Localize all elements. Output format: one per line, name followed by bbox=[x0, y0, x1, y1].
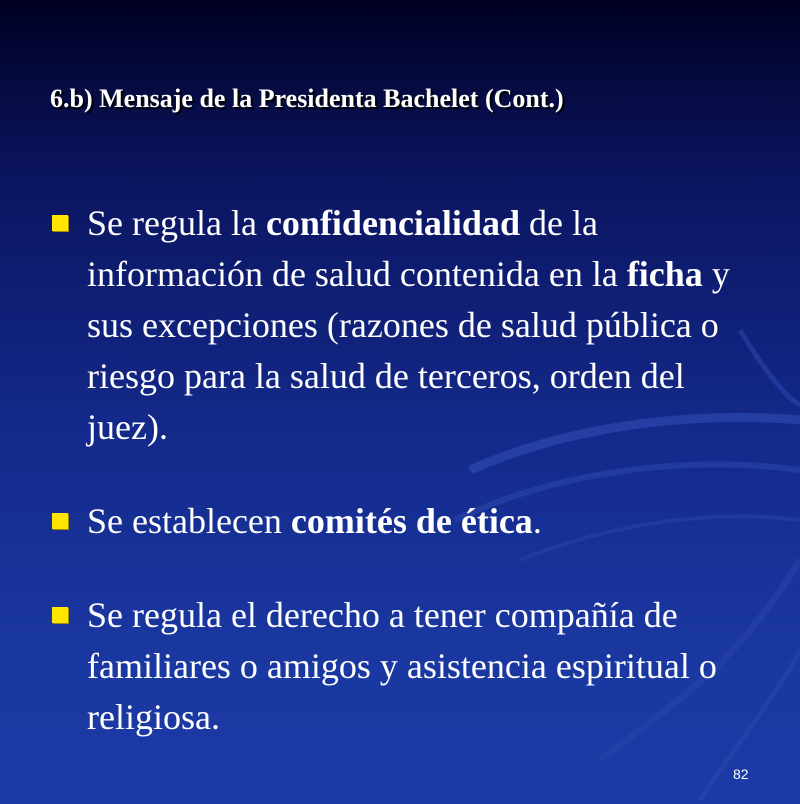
bullet-list bbox=[52, 198, 752, 743]
slide-number: 82 bbox=[733, 766, 749, 782]
bullet-item bbox=[52, 590, 752, 743]
bullet-item bbox=[52, 198, 752, 453]
square-bullet-icon bbox=[52, 607, 68, 623]
bullet-text: Se regula la confidencialidad de la información de salud contenida en la ficha y sus excepciones (razones de salud pública o riesgo para la salud de terceros, orden del juez). bbox=[87, 203, 730, 447]
slide-title: 6.b) Mensaje de la Presidenta Bachelet (Cont.) bbox=[50, 84, 564, 113]
bullet-text: Se regula el derecho a tener compañía de familiares o amigos y asistencia espiritual o religiosa. bbox=[87, 595, 717, 737]
bullet-text: Se establecen comités de ética. bbox=[87, 501, 542, 541]
square-bullet-icon bbox=[52, 215, 68, 231]
square-bullet-icon bbox=[52, 513, 68, 529]
bullet-item bbox=[52, 496, 752, 547]
